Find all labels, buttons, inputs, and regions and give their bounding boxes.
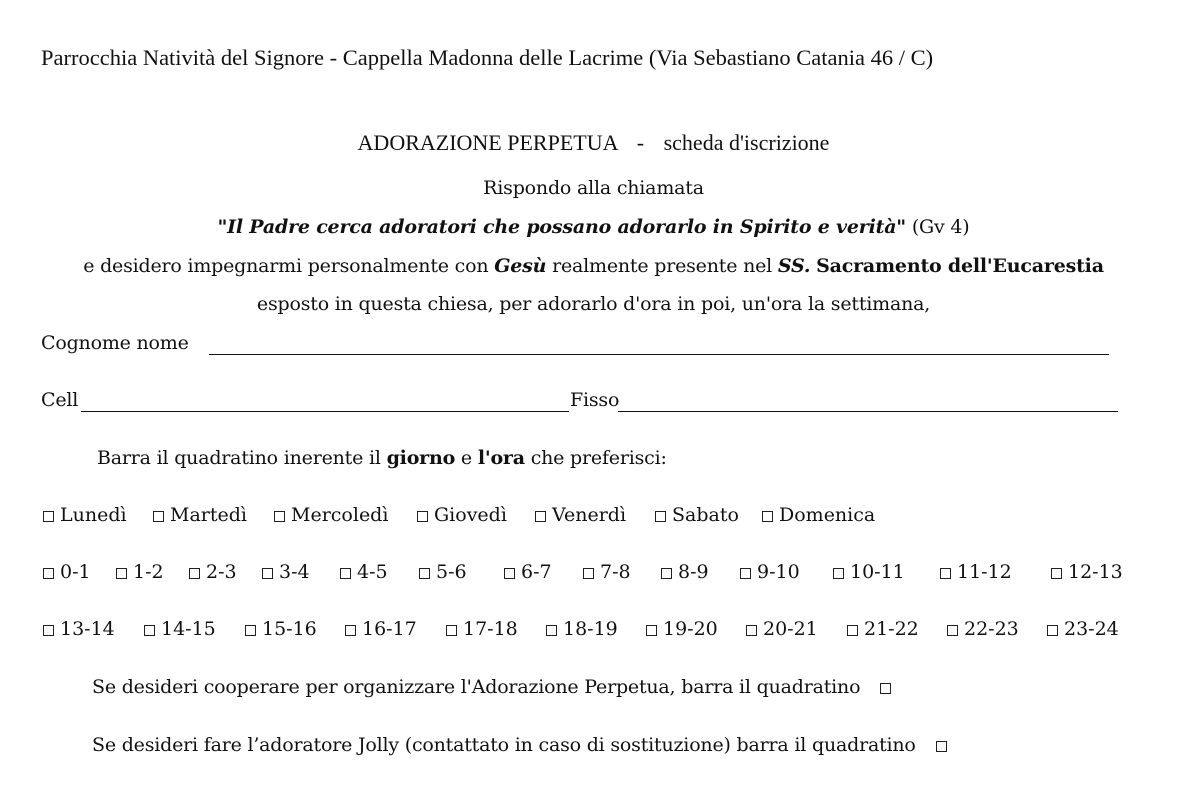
hour-option[interactable]: 17-18 (446, 618, 518, 640)
instruction-before: Barra il quadratino inerente il (97, 447, 381, 469)
hour-option[interactable]: 9-10 (740, 561, 800, 583)
form-title (0, 130, 1187, 156)
hour-option[interactable]: 5-6 (419, 561, 467, 583)
hour-option[interactable]: 3-4 (262, 561, 310, 583)
checkbox-icon[interactable] (646, 625, 657, 636)
checkbox-icon[interactable] (245, 625, 256, 636)
hour-option[interactable]: 16-17 (345, 618, 417, 640)
quote-line (0, 216, 1187, 238)
hour-option[interactable]: 18-19 (546, 618, 618, 640)
checkbox-icon[interactable] (1051, 568, 1062, 579)
day-option-monday[interactable]: Lunedì (43, 504, 127, 526)
day-option-friday[interactable]: Venerdì (535, 504, 626, 526)
checkbox-icon[interactable] (655, 511, 666, 522)
exposed-line: esposto in questa chiesa, per adorarlo d'ora in poi, un'ora la settimana, (256, 293, 931, 315)
checkbox-icon[interactable] (419, 568, 430, 579)
name-field[interactable] (209, 332, 1109, 355)
checkbox-icon[interactable] (1047, 625, 1058, 636)
checkbox-icon[interactable] (504, 568, 515, 579)
checkbox-icon[interactable] (144, 625, 155, 636)
hour-option[interactable]: 10-11 (833, 561, 905, 583)
hour-option[interactable]: 20-21 (746, 618, 818, 640)
cell-label: Cell (41, 389, 79, 411)
hour-option[interactable]: 23-24 (1047, 618, 1119, 640)
title-dash: - (636, 130, 645, 155)
fisso-field[interactable] (618, 389, 1118, 412)
hour-option[interactable]: 1-2 (116, 561, 164, 583)
checkbox-icon[interactable] (43, 511, 54, 522)
gospel-quote: "Il Padre cerca adoratori che possano adorarlo in Spirito e verità" (217, 216, 906, 238)
day-option-saturday[interactable]: Sabato (655, 504, 739, 526)
name-label: Cognome nome (41, 332, 189, 354)
day-option-sunday[interactable]: Domenica (762, 504, 875, 526)
name-row (41, 332, 1111, 356)
instruction-line (97, 447, 667, 469)
checkbox-icon[interactable] (847, 625, 858, 636)
checkbox-icon[interactable] (262, 568, 273, 579)
title-sub: scheda d'iscrizione (663, 130, 830, 155)
checkbox-icon[interactable] (740, 568, 751, 579)
checkbox-icon[interactable] (153, 511, 164, 522)
jolly-row (92, 734, 953, 756)
cooperate-checkbox-icon[interactable] (880, 683, 891, 694)
hour-option[interactable]: 14-15 (144, 618, 216, 640)
hour-option[interactable]: 21-22 (847, 618, 919, 640)
commitment-jesus: Gesù (494, 255, 547, 277)
checkbox-icon[interactable] (546, 625, 557, 636)
hour-option[interactable]: 7-8 (583, 561, 631, 583)
checkbox-icon[interactable] (417, 511, 428, 522)
cell-field[interactable] (81, 389, 569, 412)
checkbox-icon[interactable] (345, 625, 356, 636)
checkbox-icon[interactable] (583, 568, 594, 579)
checkbox-icon[interactable] (446, 625, 457, 636)
hour-option[interactable]: 0-1 (43, 561, 91, 583)
fisso-label: Fisso (570, 389, 620, 411)
checkbox-icon[interactable] (661, 568, 672, 579)
hour-option[interactable]: 13-14 (43, 618, 115, 640)
phone-row (41, 389, 1121, 413)
call-line: Rispondo alla chiamata (483, 177, 704, 199)
checkbox-icon[interactable] (535, 511, 546, 522)
checkbox-icon[interactable] (189, 568, 200, 579)
hour-option[interactable]: 15-16 (245, 618, 317, 640)
commitment-text-1: e desidero impegnarmi personalmente con (83, 255, 489, 277)
day-option-tuesday[interactable]: Martedì (153, 504, 247, 526)
day-option-thursday[interactable]: Giovedì (417, 504, 507, 526)
checkbox-icon[interactable] (833, 568, 844, 579)
jolly-text: Se desideri fare l’adoratore Jolly (contattato in caso di sostituzione) barra il quadratino (92, 734, 916, 756)
commitment-line (0, 255, 1187, 277)
checkbox-icon[interactable] (762, 511, 773, 522)
checkbox-icon[interactable] (947, 625, 958, 636)
title-main: ADORAZIONE PERPETUA (357, 130, 618, 155)
checkbox-icon[interactable] (340, 568, 351, 579)
hour-option[interactable]: 2-3 (189, 561, 237, 583)
instruction-after: che preferisci: (530, 447, 667, 469)
hour-option[interactable]: 4-5 (340, 561, 388, 583)
jolly-checkbox-icon[interactable] (936, 741, 947, 752)
commitment-ss: SS. (777, 255, 811, 277)
hour-option[interactable]: 19-20 (646, 618, 718, 640)
hour-option[interactable]: 11-12 (940, 561, 1012, 583)
gospel-reference: (Gv 4) (911, 216, 970, 238)
checkbox-icon[interactable] (274, 511, 285, 522)
checkbox-icon[interactable] (43, 568, 54, 579)
hour-option[interactable]: 12-13 (1051, 561, 1123, 583)
commitment-text-2: realmente presente nel (552, 255, 773, 277)
checkbox-icon[interactable] (116, 568, 127, 579)
day-option-wednesday[interactable]: Mercoledì (274, 504, 388, 526)
commitment-sacrament: Sacramento dell'Eucarestia (816, 255, 1104, 277)
instruction-giorno: giorno (386, 447, 456, 469)
hour-option[interactable]: 6-7 (504, 561, 552, 583)
hour-option[interactable]: 22-23 (947, 618, 1019, 640)
parish-header: Parrocchia Natività del Signore - Cappella Madonna delle Lacrime (Via Sebastiano Catania 46 / C) (41, 45, 934, 70)
hour-option[interactable]: 8-9 (661, 561, 709, 583)
checkbox-icon[interactable] (746, 625, 757, 636)
instruction-and: e (460, 447, 472, 469)
checkbox-icon[interactable] (43, 625, 54, 636)
instruction-ora: l'ora (477, 447, 525, 469)
checkbox-icon[interactable] (940, 568, 951, 579)
cooperate-text: Se desideri cooperare per organizzare l'Adorazione Perpetua, barra il quadratino (92, 676, 861, 698)
cooperate-row (92, 676, 897, 698)
